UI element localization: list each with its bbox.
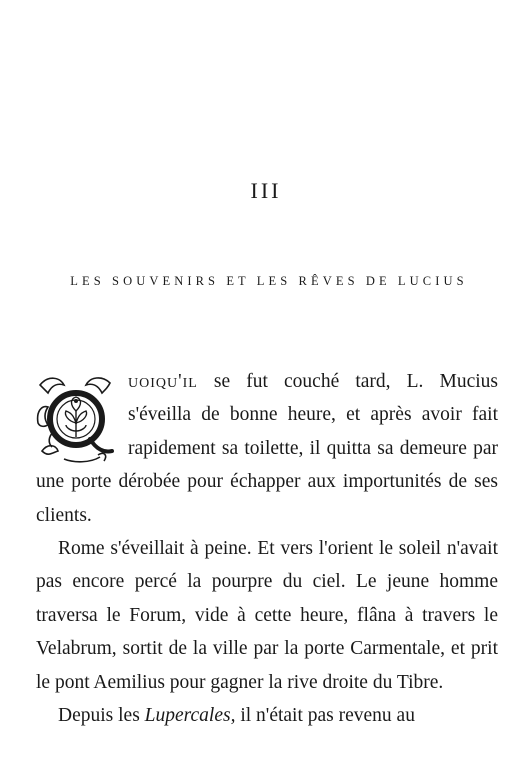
- opening-smallcaps: uoiqu'il: [128, 371, 198, 392]
- paragraph-2: Rome s'éveillait à peine. Et vers l'orient le soleil n'avait pas encore percé la pourpre du ciel. Le jeune homme traversa le Forum, vide à cette heure, flâna à travers le Velabrum, sortit de la ville par la porte Carmentale, et prit le pont Aemilius pour gagner la rive droite du Tibre.: [36, 538, 498, 693]
- paragraph-3: [36, 699, 498, 732]
- chapter-body: [36, 365, 498, 732]
- chapter-number: III: [250, 178, 282, 203]
- paragraph-1: [36, 365, 498, 532]
- paragraph-3-text-after: il n'était pas revenu au: [235, 705, 415, 727]
- chapter-title: LES SOUVENIRS ET LES RÊVES DE LUCIUS: [70, 274, 468, 288]
- paragraph-3-text-before: Depuis les: [58, 705, 145, 727]
- ornamental-dropcap-q-icon: [36, 371, 116, 465]
- paragraph-3-italic: Lupercales,: [144, 705, 236, 727]
- paragraph-1-text: se fut couché tard, L. Mucius s'éveilla de bonne heure, et après avoir fait rapidement sa toilette, il quitta sa demeure par une porte dérobée pour échapper aux importunités de ses clients.: [36, 371, 498, 526]
